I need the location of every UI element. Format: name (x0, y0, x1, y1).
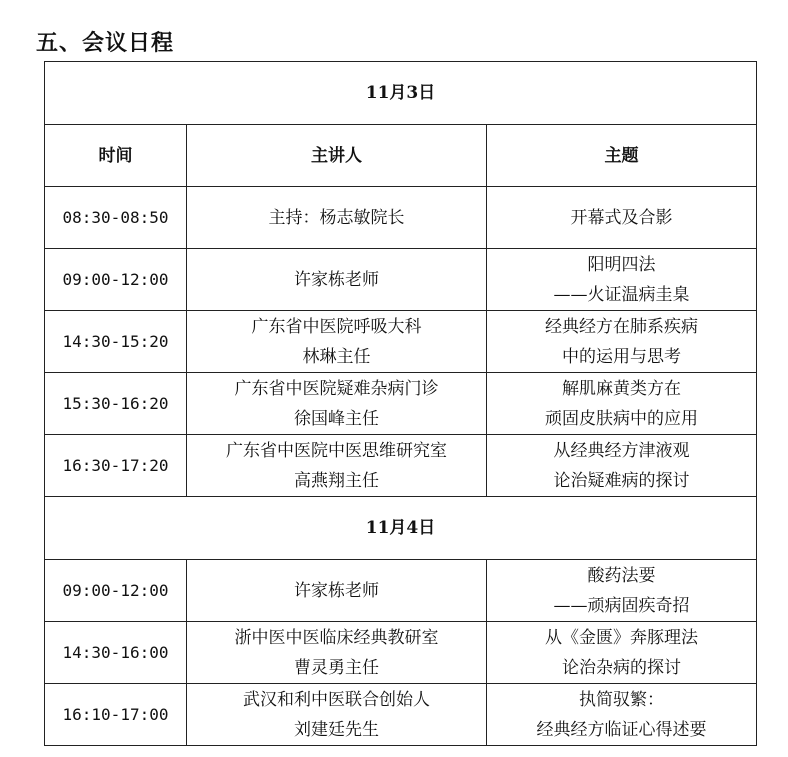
session-speaker-line: 广东省中医院疑难杂病门诊 (234, 378, 439, 399)
session-topic (487, 187, 757, 249)
session-row (45, 373, 757, 435)
session-speaker (187, 560, 487, 622)
session-time: 09:00-12:00 (45, 249, 187, 311)
session-speaker-line: 徐国峰主任 (294, 408, 379, 429)
session-speaker (187, 373, 487, 435)
session-time: 16:30-17:20 (45, 435, 187, 497)
session-speaker-line: 曹灵勇主任 (294, 657, 379, 678)
schedule-body (45, 62, 757, 746)
session-topic-line: 阳明四法 (587, 254, 656, 275)
session-topic-line: 解肌麻黄类方在 (562, 378, 681, 399)
day-date: 11月3日 (45, 62, 757, 125)
column-header-topic: 主题 (487, 125, 757, 187)
session-speaker (187, 684, 487, 746)
day-date: 11月4日 (45, 497, 757, 560)
session-time: 16:10-17:00 (45, 684, 187, 746)
section-title: 五、会议日程 (36, 31, 175, 56)
session-topic-line: 中的运用与思考 (562, 346, 681, 367)
session-time: 14:30-16:00 (45, 622, 187, 684)
session-topic-line: 酸药法要 (587, 565, 656, 586)
session-speaker-line: 林琳主任 (302, 346, 371, 367)
schedule-table (44, 61, 757, 746)
session-speaker-line: 广东省中医院中医思维研究室 (226, 440, 447, 461)
session-speaker (187, 622, 487, 684)
session-topic-line: 经典经方临证心得述要 (536, 719, 707, 740)
session-topic (487, 249, 757, 311)
session-speaker (187, 249, 487, 311)
session-row (45, 435, 757, 497)
session-time: 08:30-08:50 (45, 187, 187, 249)
session-topic-line: ——火证温病圭臬 (553, 284, 690, 305)
session-speaker-line: 许家栋老师 (294, 580, 379, 601)
column-header-row (45, 125, 757, 187)
session-topic (487, 373, 757, 435)
session-speaker-line: 高燕翔主任 (294, 470, 379, 491)
session-topic-line: 从《金匮》奔豚理法 (545, 627, 698, 648)
session-row (45, 187, 757, 249)
day-header-row (45, 497, 757, 560)
session-topic (487, 311, 757, 373)
session-topic-line: ——顽病固疾奇招 (553, 595, 690, 616)
session-speaker-line: 广东省中医院呼吸大科 (251, 316, 422, 337)
session-topic (487, 622, 757, 684)
session-time: 14:30-15:20 (45, 311, 187, 373)
session-topic-line: 经典经方在肺系疾病 (545, 316, 698, 337)
session-row (45, 622, 757, 684)
session-topic-line: 顽固皮肤病中的应用 (545, 408, 698, 429)
session-row (45, 311, 757, 373)
session-speaker (187, 435, 487, 497)
session-row (45, 684, 757, 746)
session-speaker-line: 武汉和利中医联合创始人 (243, 689, 430, 710)
session-row (45, 249, 757, 311)
session-topic-line: 从经典经方津液观 (553, 440, 690, 461)
session-row (45, 560, 757, 622)
session-speaker-line: 主持：杨志敏院长 (268, 207, 405, 228)
session-topic (487, 560, 757, 622)
session-topic-line: 论治疑难病的探讨 (553, 470, 690, 491)
session-topic-line: 开幕式及合影 (570, 207, 673, 228)
session-speaker-line: 浙中医中医临床经典教研室 (234, 627, 439, 648)
session-topic-line: 论治杂病的探讨 (562, 657, 681, 678)
session-speaker-line: 许家栋老师 (294, 269, 379, 290)
column-header-time: 时间 (45, 125, 187, 187)
session-time: 09:00-12:00 (45, 560, 187, 622)
session-speaker (187, 311, 487, 373)
session-speaker (187, 187, 487, 249)
column-header-speaker: 主讲人 (187, 125, 487, 187)
session-topic (487, 684, 757, 746)
day-header-row (45, 62, 757, 125)
session-time: 15:30-16:20 (45, 373, 187, 435)
session-speaker-line: 刘建廷先生 (294, 719, 379, 740)
session-topic (487, 435, 757, 497)
session-topic-line: 执简驭繁： (579, 689, 664, 710)
